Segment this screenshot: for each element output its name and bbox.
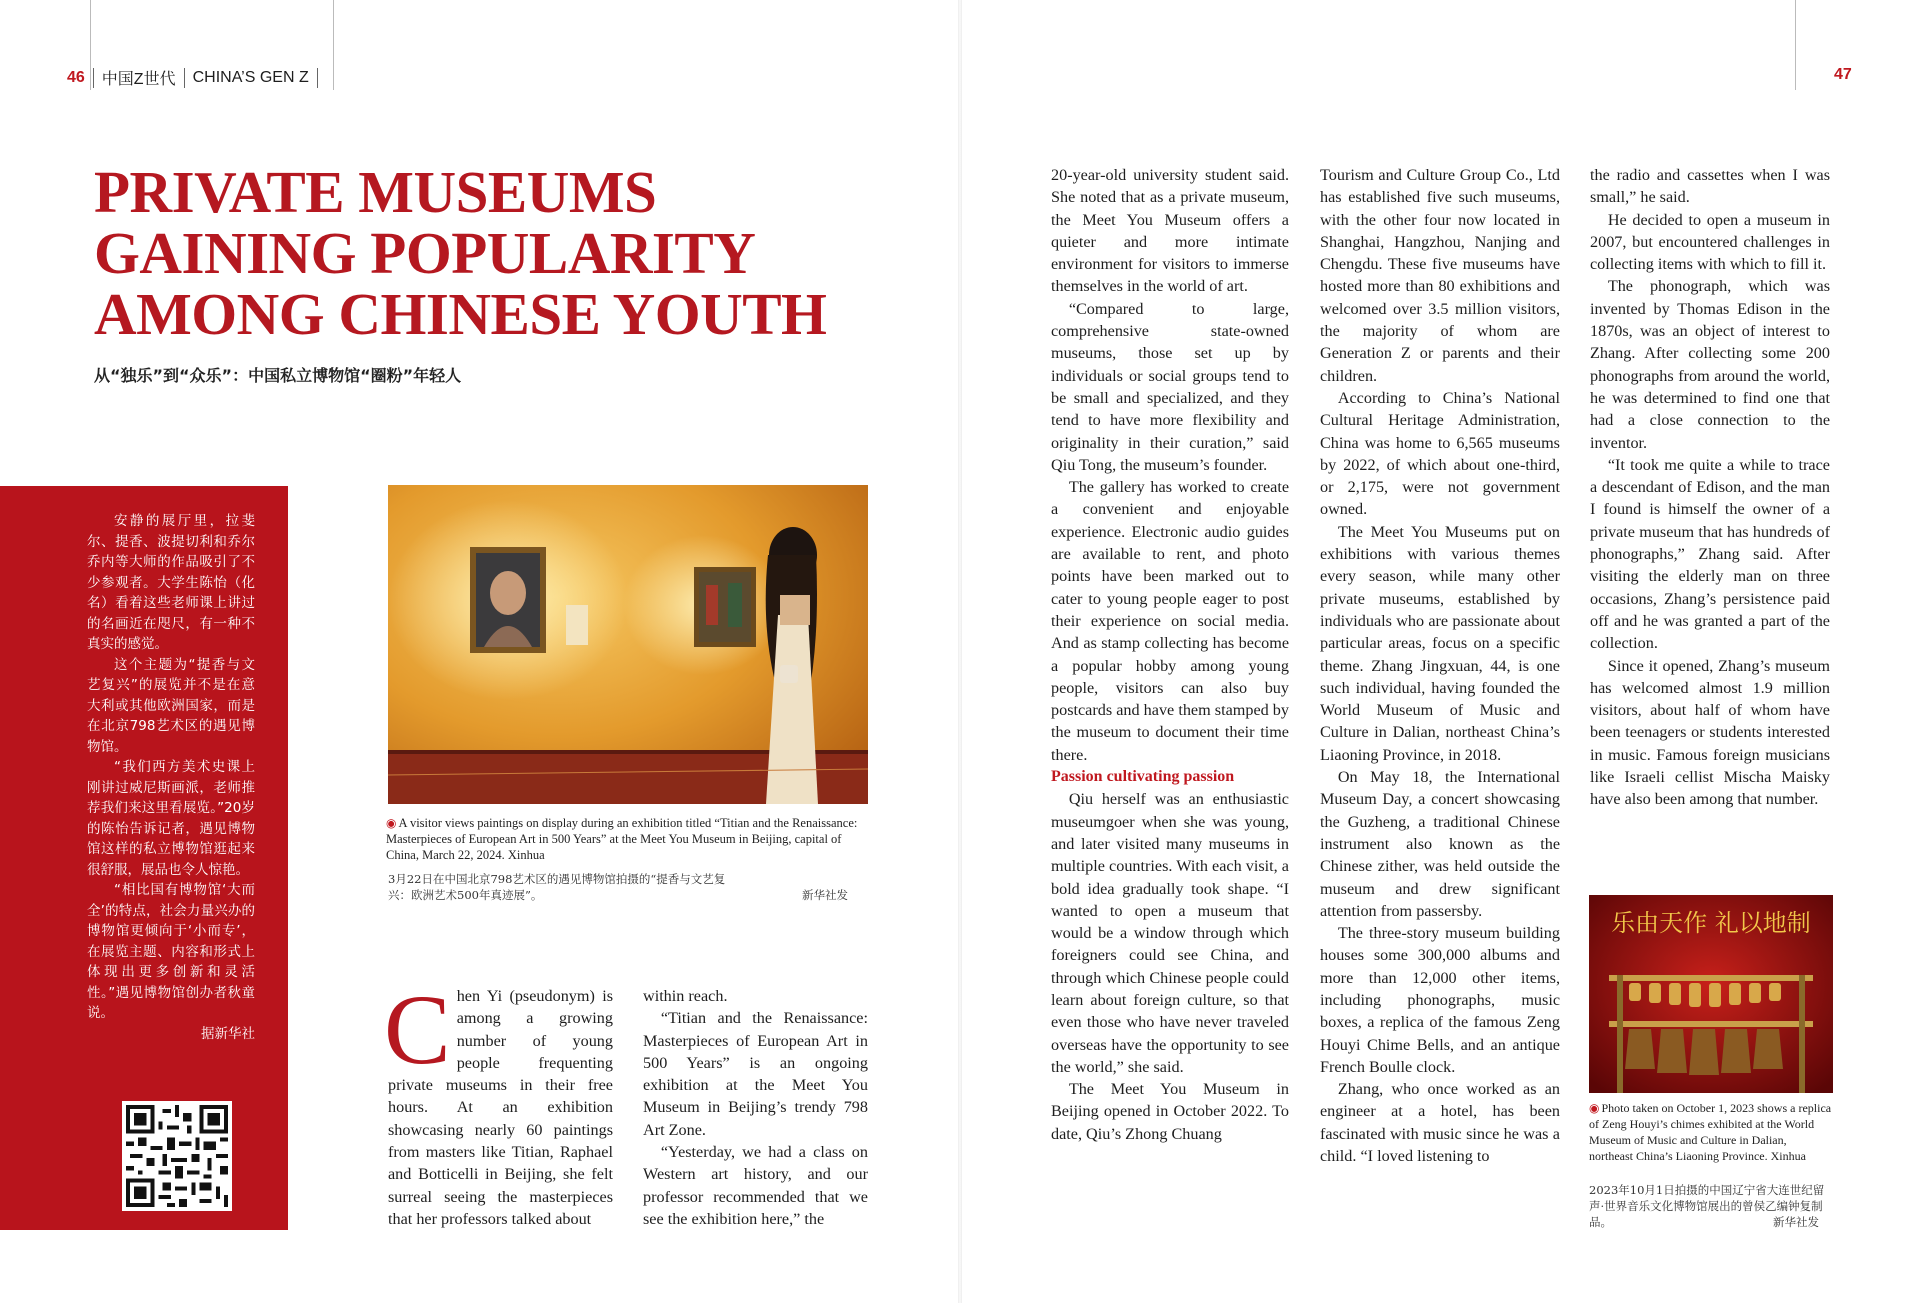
chime-sign-text: 乐由天作 礼以地制: [1611, 909, 1811, 937]
article-paragraph: “Yesterday, we had a class on Western art history, and our professor recommended that we see the exhibition here,” the: [643, 1143, 868, 1228]
article-paragraph: “Titian and the Renaissance: Masterpieces of European Art in 500 Years” is an ongoing exhibition at the Meet You Museum in Beijing’s trendy 798 Art Zone.: [643, 1009, 868, 1139]
header-divider: [317, 68, 318, 88]
drop-cap: C: [384, 974, 451, 1085]
article-paragraph: Zhang, who once worked as an engineer at a hotel, has been fascinated with music since he was a child. “I loved listening to: [1320, 1080, 1560, 1166]
article-subtitle-zh: 从“独乐”到“众乐”：中国私立博物馆“圈粉”年轻人: [94, 366, 462, 385]
photo-caption-en: [386, 815, 870, 863]
sidebar-text: [87, 511, 255, 1044]
article-paragraph: The gallery has worked to create a convenient and enjoyable experience. Electronic audio guides are available to rent, and photo points have been marked out to cater to young people eager to post their experience on social media. And as stamp collecting has become a popular hobby among young people, visitors can also buy postcards and have them stamped by the museum to document their time there.: [1051, 478, 1289, 764]
article-column-3: [1051, 164, 1289, 1145]
article-column-5: [1590, 164, 1830, 811]
side-photo-caption-text: Photo taken on October 1, 2023 shows a replica of Zeng Houyi’s chimes exhibited at the World Museum of Music and Culture in Dalian, northeast China’s Liaoning Province. Xinhua: [1589, 1101, 1832, 1163]
side-photo-caption-zh: 2023年10月1日拍摄的中国辽宁省大连世纪留声·世界音乐文化博物馆展出的曾侯乙编钟复制品。: [1589, 1183, 1825, 1229]
qr-code-icon: [126, 1105, 228, 1207]
title-line: GAINING POPULARITY: [94, 220, 756, 286]
article-paragraph: The phonograph, which was invented by Thomas Edison in the 1870s, was an object of interest to Zhang. After collecting some 200 phonographs from around the world, he was determined to find one that had a close connection to the inventor.: [1590, 277, 1830, 452]
running-header-left: [67, 66, 318, 89]
opening-text: hen Yi (pseudonym) is among a growing number of young people frequenting private museums in their free hours. At an exhibition showcasing nearly 60 paintings from masters like Titian, Raphael and Botticelli in Beijing, she felt surreal seeing the masterpieces that her professors talked about: [388, 987, 613, 1228]
article-paragraph: He decided to open a museum in 2007, but encountered challenges in collecting items with which to fill it.: [1590, 210, 1830, 274]
article-paragraph: Tourism and Culture Group Co., Ltd has established five such museums, with the other four now located in Shanghai, Hangzhou, Nanjing and Chengdu. These five museums have hosted more than 80 exhibitions and welcomed over 3.5 million visitors, the majority of whom are Generation Z or parents and their children.: [1320, 166, 1560, 385]
article-paragraph: “Compared to large, comprehensive state-owned museums, those set up by individuals or social groups tend to be small and specialized, and they tend to have more flexibility and originality in their curation,” said Qiu Tong, the museum’s founder.: [1051, 299, 1289, 474]
side-photo-caption-en: [1589, 1100, 1833, 1164]
side-photo-credit-zh: 新华社发: [1773, 1215, 1819, 1229]
title-line: AMONG CHINESE YOUTH: [94, 281, 827, 347]
article-paragraph: within reach.: [643, 987, 728, 1005]
section-heading: Passion cultivating passion: [1051, 768, 1235, 786]
article-paragraph: The three-story museum building houses some 300,000 albums and more than 12,000 other items, including phonographs, music boxes, a replica of the famous Zeng Houyi Chime Bells, and an antique French Boulle clock.: [1320, 924, 1560, 1076]
article-title: [94, 159, 827, 347]
sidebar-paragraph: 安静的展厅里，拉斐尔、提香、波提切利和乔尔乔内等大师的作品吸引了不少参观者。大学生陈怡（化名）看着这些老师课上讲过的名画近在咫尺，有一种不真实的感觉。: [87, 513, 255, 652]
article-paragraph: 20-year-old university student said. She noted that as a private museum, the Meet You Museum offers a quieter and more intimate environment for visitors to immerse themselves in the world of art.: [1051, 166, 1289, 296]
photo-caption-zh: 3月22日在中国北京798艺术区的遇见博物馆拍摄的“提香与文艺复兴：欧洲艺术500年真迹展”。: [388, 872, 726, 902]
article-column-1: [384, 974, 613, 1230]
qr-code[interactable]: [122, 1101, 232, 1211]
photo-caption-text: A visitor views paintings on display during an exhibition titled “Titian and the Renaissance: Masterpieces of European Art in 500 Years” at the Meet You Museum in Beijing, capital of China, March 22, 2024. Xinhua: [386, 816, 858, 862]
header-rule: [1795, 0, 1796, 90]
article-paragraph: The Meet You Museums put on exhibitions with various themes every season, while many other private museums, established by individuals who are passionate about particular areas, focus on a specific theme. Zhang Jingxuan, 44, is one such individual, having founded the World Museum of Music and Culture in Dalian, northeast China’s Liaoning Province, in 2018.: [1320, 522, 1560, 764]
exhibition-photo: [388, 485, 868, 804]
chime-bells-image: [1589, 895, 1833, 1093]
chinese-summary-sidebar: [0, 486, 288, 1230]
article-column-2: [643, 985, 868, 1230]
sidebar-paragraph: 这个主题为“提香与文艺复兴”的展览并不是在意大利或其他欧洲国家，而是在北京798艺术区的遇见博物馆。: [87, 656, 255, 755]
article-paragraph: Since it opened, Zhang’s museum has welcomed almost 1.9 million visitors, about half of whom have been teenagers or students interested in music. Famous foreign musicians like Israeli cellist Mischa Maisky have also been among that number.: [1590, 656, 1830, 809]
page-number-left: 46: [67, 68, 85, 86]
article-paragraph: “It took me quite a while to trace a descendant of Edison, and the man I found is himself the owner of a private museum that has hundreds of phonographs,” Zhang said. After visiting the elderly man on three occasions, Zhang’s persistence paid off and he was granted a part of the collection.: [1590, 455, 1830, 653]
chime-bells-photo: [1589, 895, 1833, 1093]
header-rule: [333, 0, 334, 90]
section-name-en: CHINA’S GEN Z: [192, 68, 309, 86]
article-paragraph: the radio and cassettes when I was small,” he said.: [1590, 166, 1830, 207]
article-paragraph: [384, 974, 613, 1230]
sidebar-paragraph: “相比国有博物馆‘大而全’的特点，社会力量兴办的博物馆更倾向于‘小而专’，在展览主题、内容和形式上体现出更多创新和灵活性。”遇见博物馆创办者秋童说。: [87, 882, 255, 1021]
sidebar-credit: 据新华社: [201, 1025, 255, 1042]
sidebar-paragraph: “我们西方美术史课上刚讲过威尼斯画派，老师推荐我们来这里看展览。”20岁的陈怡告诉记者，遇见博物馆这样的私立博物馆逛起来很舒服，展品也令人惊艳。: [87, 759, 255, 878]
title-line: PRIVATE MUSEUMS: [94, 159, 657, 225]
article-paragraph: On May 18, the International Museum Day, a concert showcasing the Guzheng, a traditional Chinese instrument also known as the Chinese zither, was held outside the museum and drew significant attention from passersby.: [1320, 768, 1560, 920]
article-paragraph: The Meet You Museum in Beijing opened in October 2022. To date, Qiu’s Zhong Chuang: [1051, 1080, 1289, 1143]
header-divider: [93, 68, 94, 88]
page-number-right: 47: [1834, 66, 1852, 83]
section-name-zh: 中国Z世代: [101, 71, 176, 88]
article-paragraph: According to China’s National Cultural Heritage Administration, China was home to 6,565 museums by 2022, of which about one-third, or 2,175, were not government owned.: [1320, 388, 1560, 519]
article-column-4: [1320, 164, 1560, 1167]
camera-icon: ◉: [1589, 1101, 1600, 1115]
header-divider: [184, 68, 185, 88]
exhibition-photo-image: [388, 485, 868, 804]
photo-credit-zh: 新华社发: [802, 888, 848, 902]
camera-icon: ◉: [386, 816, 397, 830]
page-fold: [958, 0, 962, 1303]
article-paragraph: Qiu herself was an enthusiastic museumgoer when she was young, and later visited many museums in multiple countries. With each visit, a bold idea gradually took shape. “I wanted to open a museum that would be a window through which foreigners could see China, and through which Chinese people could learn about foreign culture, so that even those who have never traveled overseas have the opportunity to see the world,” she said.: [1051, 790, 1289, 1076]
